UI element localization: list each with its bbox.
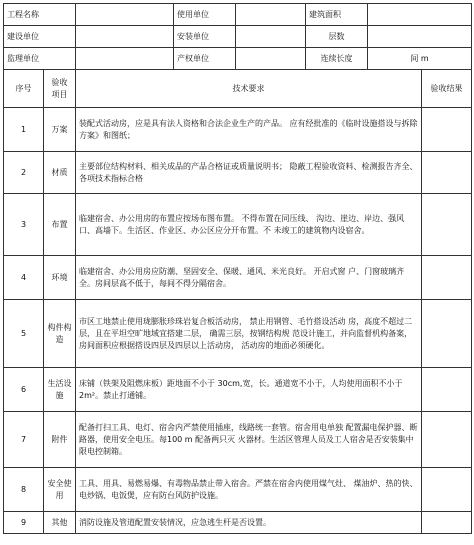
table-row (4, 300, 472, 368)
table-row (4, 256, 472, 300)
row-result[interactable] (422, 194, 472, 256)
row-item: 材质 (44, 152, 76, 194)
row-number: 9 (4, 512, 44, 534)
row-result[interactable] (422, 300, 472, 368)
row-item: 其他 (44, 512, 76, 534)
table-row (4, 468, 472, 512)
row-requirement: 装配式活动房，应是具有法人资格和合法企业生产的产品。 应有经批准的《临时设施搭设与拆除方案》和图纸； (76, 108, 422, 152)
row-requirement: 临建宿舍、办公用房应防潮、坚固安全、保暖、通风、米光良好。 开启式窗 户、门窗玻璃齐全。房间层高不低于，每间不得分隔宿舍。 (76, 256, 422, 300)
row-item: 附件 (44, 412, 76, 468)
info-label: 监理单位 (4, 48, 76, 70)
info-value[interactable] (368, 26, 472, 48)
table-row (4, 152, 472, 194)
row-number: 8 (4, 468, 44, 512)
row-number: 3 (4, 194, 44, 256)
info-label: 工程名称 (4, 4, 76, 26)
table-row (4, 194, 472, 256)
info-label: 产权单位 (174, 48, 236, 70)
table-row (4, 412, 472, 468)
row-requirement: 消防设施及管道配置安装情况，应急逃生杆是否设置。 (76, 512, 422, 534)
row-result[interactable] (422, 256, 472, 300)
row-item: 万案 (44, 108, 76, 152)
info-label: 使用单位 (174, 4, 236, 26)
row-requirement: 配备打扫工具、电灯、宿舍内严禁使用插座，线路统一套管。宿舍用电单独 配置漏电保护器、断路器，使用安全电压。每100 m 配备两只灭 火器材。生活区管理人员及工人宿舍是否安装集中限电控制箱。 (76, 412, 422, 468)
info-label: 建设单位 (4, 26, 76, 48)
info-value[interactable] (368, 4, 472, 26)
info-value[interactable] (236, 4, 306, 26)
row-requirement: 临建宿舍、办公用房的布置应按场布图布置。 不得布置在同压线、 沟边、崖边、岸边、强风口、高墙下。生活区、作业区、办公区应分开布置。不 未竣工的建筑物内设宿舍。 (76, 194, 422, 256)
col-header-item-line1: 验收 (51, 77, 68, 87)
row-number: 4 (4, 256, 44, 300)
info-label: 层数 (306, 26, 368, 48)
info-value[interactable]: 间 m (368, 48, 472, 70)
row-number: 6 (4, 368, 44, 412)
row-requirement: 市区工地禁止使用珑膨胀珍珠岩复合板活动房， 禁止用钢管、毛竹搭设活动 房，高度不超过二层，且在平坦空旷地域宜搭建二层， 确需三层，按钢结构规 范设计施工，并向监督机构备案，房间面积应根据搭设四层及四层以上活动房， 活动房的地面必须硬化。 (76, 300, 422, 368)
info-value[interactable] (76, 4, 174, 26)
row-result[interactable] (422, 368, 472, 412)
row-number: 7 (4, 412, 44, 468)
info-value[interactable] (236, 26, 306, 48)
table-row (4, 512, 472, 534)
row-number: 5 (4, 300, 44, 368)
info-value[interactable] (76, 26, 174, 48)
row-item: 安全使用 (44, 468, 76, 512)
row-requirement: 主要部位结构材料、相关成品的产品合格证或质量说明书； 隐蔽工程验收资料、检测报告齐全、各项技术指标合格 (76, 152, 422, 194)
row-item: 布置 (44, 194, 76, 256)
acceptance-table (3, 3, 472, 534)
row-item: 生活设施 (44, 368, 76, 412)
info-row (4, 48, 472, 70)
row-result[interactable] (422, 468, 472, 512)
info-label: 建筑面积 (306, 4, 368, 26)
row-item: 环境 (44, 256, 76, 300)
info-value[interactable] (76, 48, 174, 70)
info-row (4, 4, 472, 26)
info-label: 连续长度 (306, 48, 368, 70)
table-row (4, 368, 472, 412)
row-result[interactable] (422, 108, 472, 152)
info-label: 安装单位 (174, 26, 236, 48)
col-header-requirement: 技术要求 (76, 70, 422, 108)
info-value[interactable] (236, 48, 306, 70)
row-requirement: 床铺（铁架及阻燃床板）距地面不小于 30cm,宽，长。通道宽不小于，人均使用面积不小于 2m²。禁止打通铺。 (76, 368, 422, 412)
col-header-result: 验收结果 (422, 70, 472, 108)
col-header-item (44, 70, 76, 108)
table-row (4, 108, 472, 152)
row-result[interactable] (422, 412, 472, 468)
row-requirement: 工具、用具、易燃易爆、有毒物品禁止带入宿舍。严禁在宿舍内使用煤气灶、 煤油炉、热的快、电炒锅、电饭煲，应有防台风防护设施。 (76, 468, 422, 512)
row-number: 2 (4, 152, 44, 194)
info-row (4, 26, 472, 48)
column-header-row (4, 70, 472, 108)
row-item: 构件构造 (44, 300, 76, 368)
row-result[interactable] (422, 152, 472, 194)
row-result[interactable] (422, 512, 472, 534)
row-number: 1 (4, 108, 44, 152)
col-header-no: 序号 (4, 70, 44, 108)
col-header-item-line2: 项目 (51, 89, 68, 99)
